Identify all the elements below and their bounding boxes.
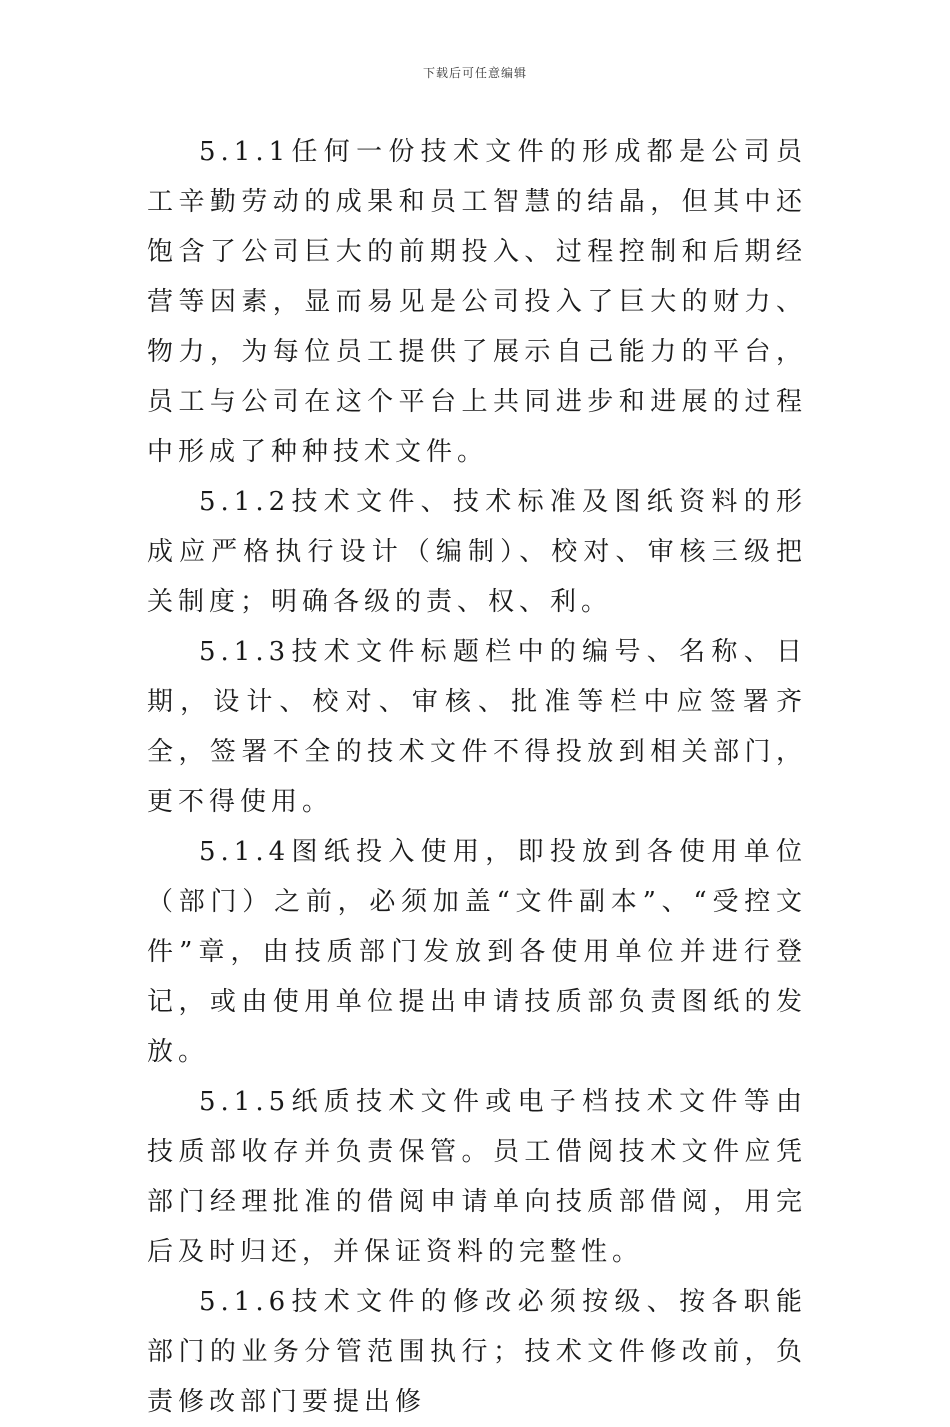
paragraph-5-1-2: 5.1.2技术文件、技术标准及图纸资料的形成应严格执行设计（编制）、校对、审核三级把关制度；明确各级的责、权、利。 bbox=[147, 487, 807, 617]
paragraph-5-1-4: 5.1.4图纸投入使用，即投放到各使用单位（部门）之前，必须加盖“文件副本”、“受控文件”章，由技质部门发放到各使用单位并进行登记，或由使用单位提出申请技质部负责图纸的发放。 bbox=[147, 837, 807, 1067]
paragraph-5-1-5: 5.1.5纸质技术文件或电子档技术文件等由技质部收存并负责保管。员工借阅技术文件应凭部门经理批准的借阅申请单向技质部借阅，用完后及时归还，并保证资料的完整性。 bbox=[147, 1087, 807, 1267]
paragraph-5-1-1: 5.1.1任何一份技术文件的形成都是公司员工辛勤劳动的成果和员工智慧的结晶，但其中还饱含了公司巨大的前期投入、过程控制和后期经营等因素，显而易见是公司投入了巨大的财力、物力，为每位员工提供了展示自己能力的平台，员工与公司在这个平台上共同进步和进展的过程中形成了种种技术文件。 bbox=[147, 137, 807, 467]
paragraph-5-1-3: 5.1.3技术文件标题栏中的编号、名称、日期，设计、校对、审核、批准等栏中应签署齐全，签署不全的技术文件不得投放到相关部门，更不得使用。 bbox=[147, 637, 807, 817]
paragraph-5-1-6: 5.1.6技术文件的修改必须按级、按各职能部门的业务分管范围执行；技术文件修改前，负责修改部门要提出修 bbox=[147, 1287, 807, 1417]
page-header: 下载后可任意编辑 bbox=[422, 66, 527, 80]
document-body bbox=[147, 127, 807, 1427]
